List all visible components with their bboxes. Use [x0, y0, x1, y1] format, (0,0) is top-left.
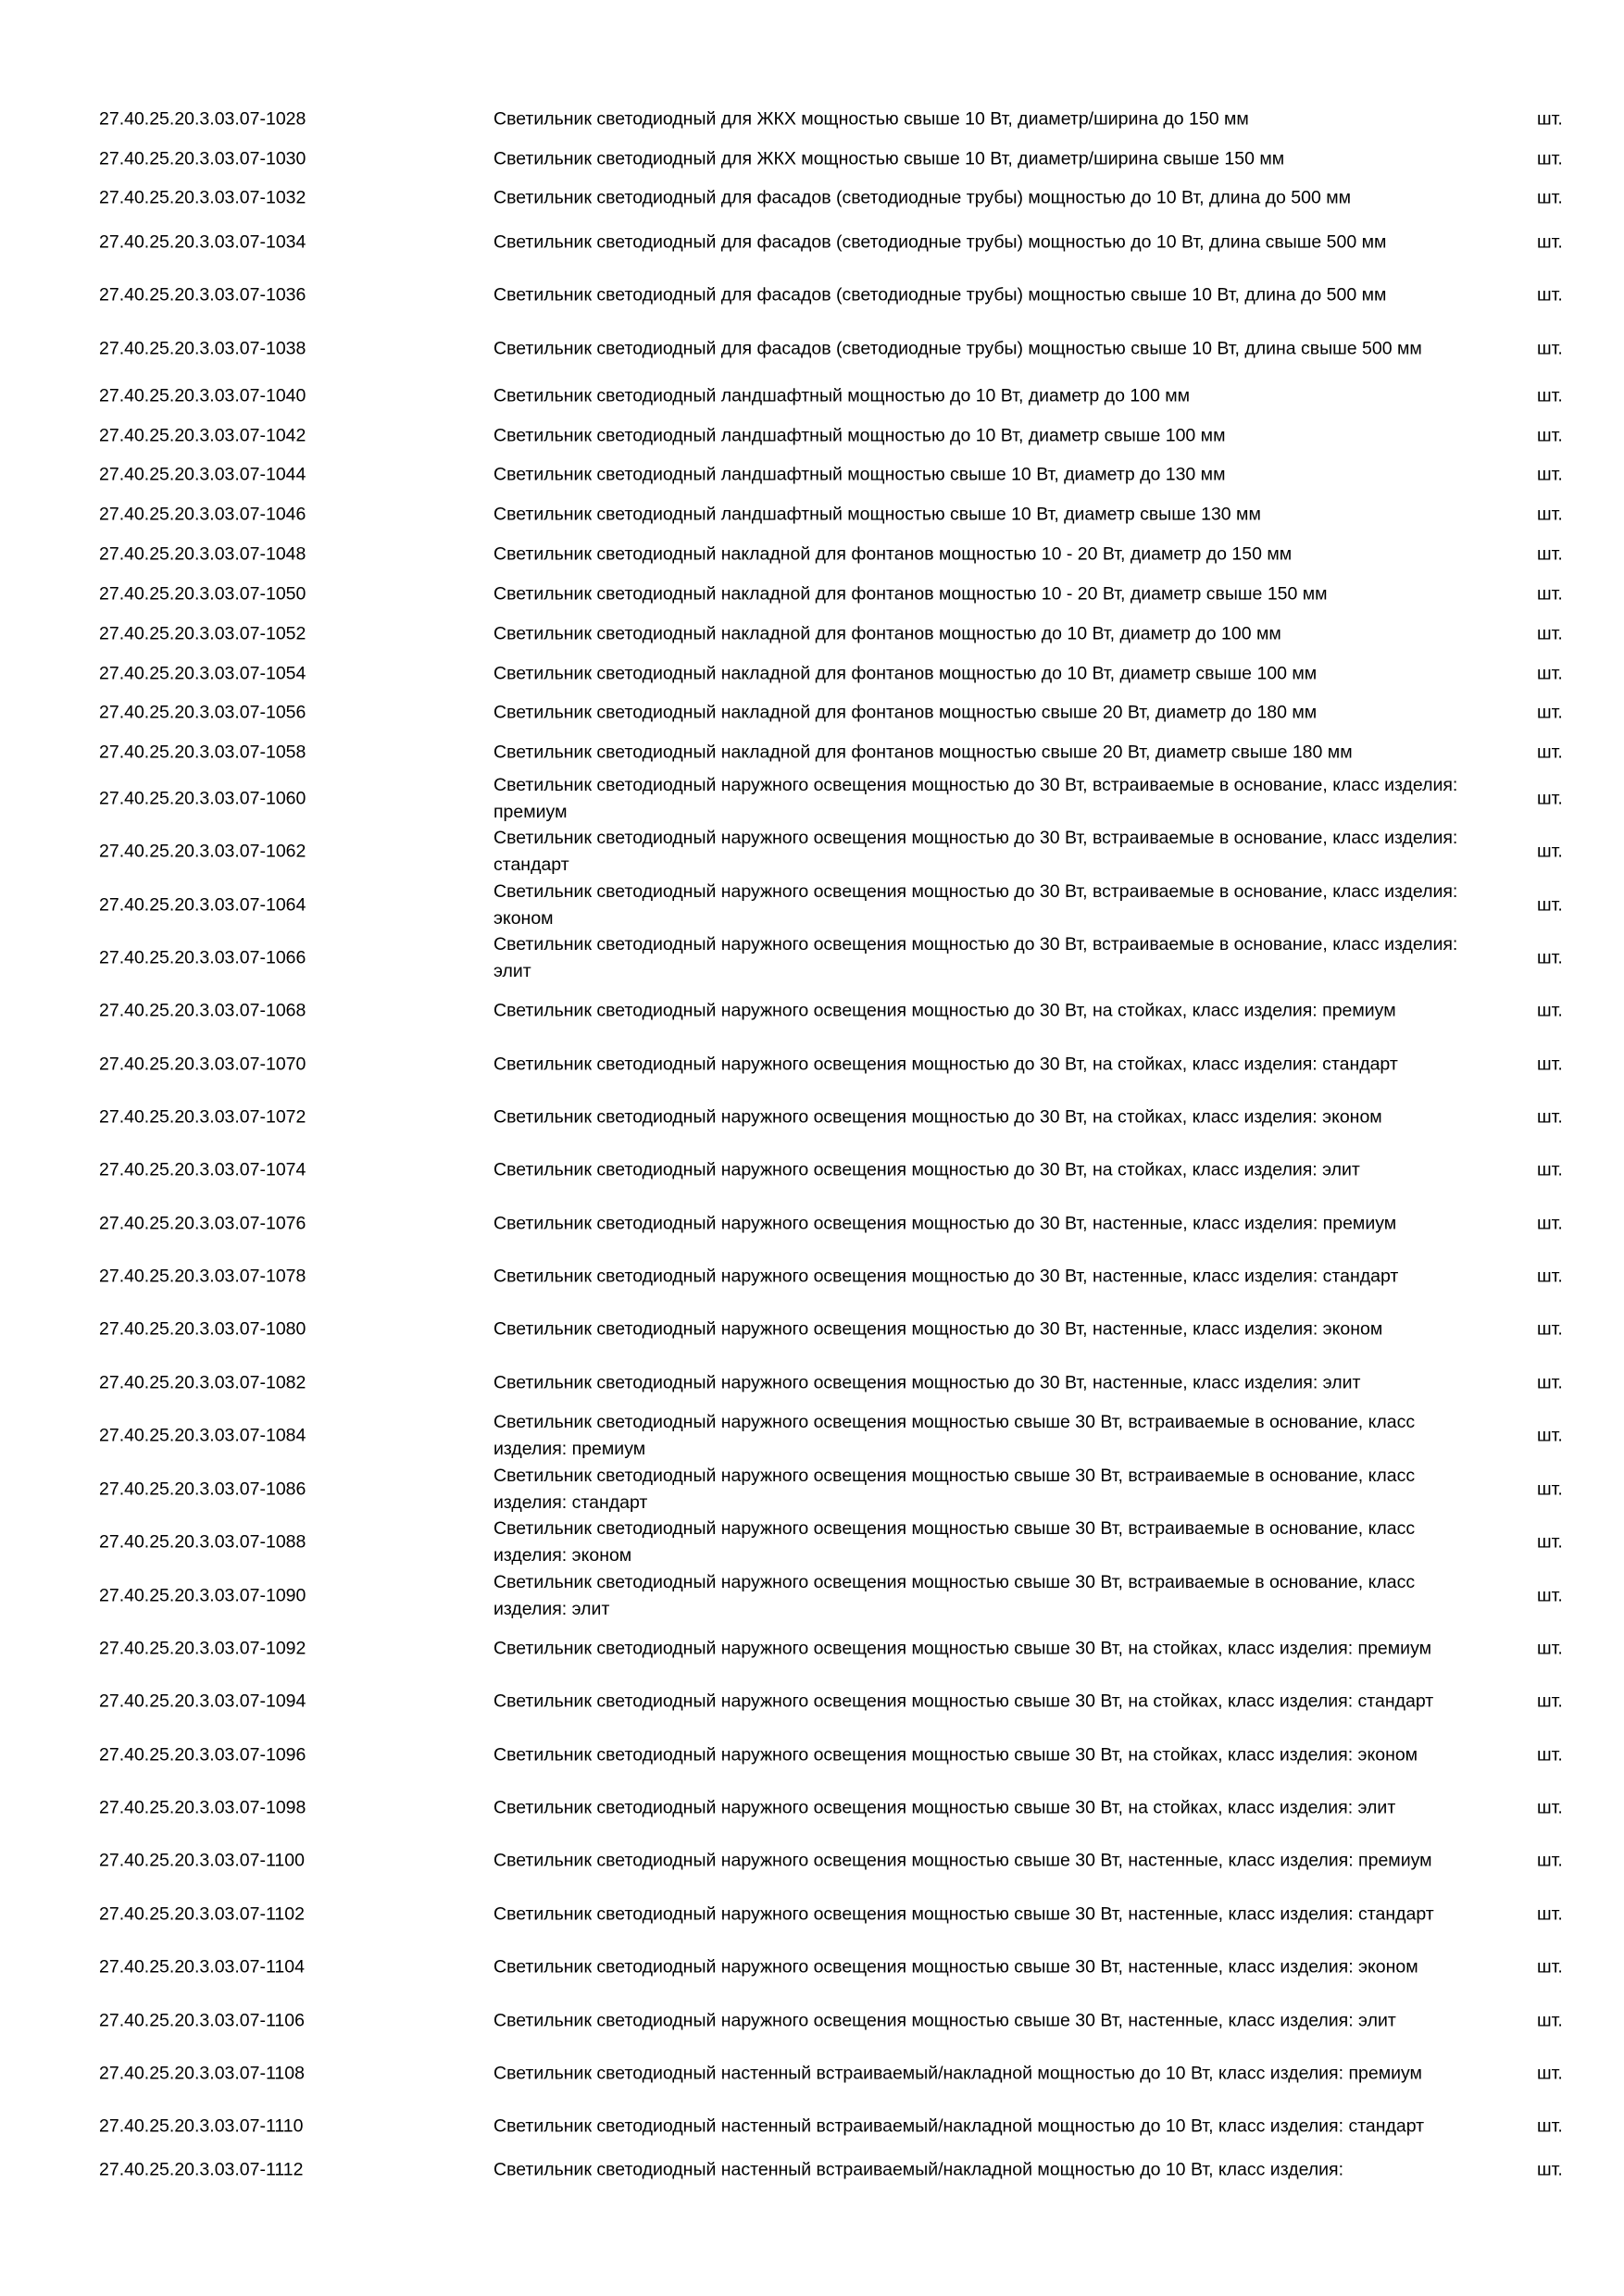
- item-code: 27.40.25.20.3.03.07-1094: [99, 1691, 306, 1712]
- item-unit: шт.: [1537, 1318, 1563, 1340]
- item-unit: шт.: [1537, 1797, 1563, 1818]
- item-unit: шт.: [1537, 1691, 1563, 1712]
- item-code: 27.40.25.20.3.03.07-1058: [99, 742, 306, 763]
- item-name: Светильник светодиодный наружного освещения мощностью до 30 Вт, настенные, класс изделия: эконом: [493, 1318, 1383, 1340]
- item-code: 27.40.25.20.3.03.07-1032: [99, 187, 306, 208]
- item-name: Светильник светодиодный наружного освещения мощностью свыше 30 Вт, встраиваемые в основание, класс изделия: элит: [493, 1572, 1416, 1619]
- item-name: Светильник светодиодный наружного освещения мощностью до 30 Вт, на стойках, класс изделия: премиум: [493, 1000, 1396, 1021]
- item-name: Светильник светодиодный ландшафтный мощностью до 10 Вт, диаметр свыше 100 мм: [493, 425, 1226, 446]
- item-unit: шт.: [1537, 1159, 1563, 1180]
- item-unit: шт.: [1537, 1638, 1563, 1659]
- item-name: Светильник светодиодный настенный встраиваемый/накладной мощностью до 10 Вт, класс изделия:: [493, 2159, 1344, 2180]
- item-name: Светильник светодиодный наружного освещения мощностью свыше 30 Вт, на стойках, класс изделия: эконом: [493, 1744, 1418, 1766]
- item-code: 27.40.25.20.3.03.07-1080: [99, 1318, 306, 1340]
- item-unit: шт.: [1537, 2010, 1563, 2031]
- item-code: 27.40.25.20.3.03.07-1056: [99, 702, 306, 723]
- item-name: Светильник светодиодный для ЖКХ мощностью свыше 10 Вт, диаметр/ширина до 150 мм: [493, 108, 1249, 130]
- item-code: 27.40.25.20.3.03.07-1082: [99, 1372, 306, 1393]
- item-code: 27.40.25.20.3.03.07-1112: [99, 2159, 304, 2180]
- item-name: Светильник светодиодный наружного освещения мощностью свыше 30 Вт, настенные, класс изделия: премиум: [493, 1850, 1432, 1871]
- item-name: Светильник светодиодный накладной для фонтанов мощностью 10 - 20 Вт, диаметр свыше 150 мм: [493, 583, 1328, 605]
- item-unit: шт.: [1537, 543, 1563, 565]
- item-code: 27.40.25.20.3.03.07-1086: [99, 1479, 306, 1500]
- item-unit: шт.: [1537, 108, 1563, 130]
- item-name: Светильник светодиодный наружного освещения мощностью свыше 30 Вт, на стойках, класс изделия: премиум: [493, 1638, 1432, 1659]
- table-row: [0, 826, 1624, 878]
- item-unit: шт.: [1537, 1000, 1563, 1021]
- item-unit: шт.: [1537, 284, 1563, 306]
- table-row: [0, 1623, 1624, 1675]
- table-row: [0, 1410, 1624, 1462]
- item-name: Светильник светодиодный для фасадов (светодиодные трубы) мощностью до 10 Вт, длина до 500 мм: [493, 187, 1352, 208]
- item-name: Светильник светодиодный наружного освещения мощностью свыше 30 Вт, встраиваемые в основание, класс изделия: стандарт: [493, 1466, 1416, 1513]
- item-code: 27.40.25.20.3.03.07-1040: [99, 385, 306, 406]
- item-code: 27.40.25.20.3.03.07-1098: [99, 1797, 306, 1818]
- item-unit: шт.: [1537, 1744, 1563, 1766]
- item-name: Светильник светодиодный для ЖКХ мощностью свыше 10 Вт, диаметр/ширина свыше 150 мм: [493, 148, 1285, 169]
- item-name: Светильник светодиодный для фасадов (светодиодные трубы) мощностью свыше 10 Вт, длина свыше 500 мм: [493, 338, 1422, 359]
- item-unit: шт.: [1537, 464, 1563, 485]
- item-unit: шт.: [1537, 2159, 1563, 2180]
- item-unit: шт.: [1537, 504, 1563, 525]
- item-unit: шт.: [1537, 623, 1563, 644]
- item-name: Светильник светодиодный наружного освещения мощностью свыше 30 Вт, встраиваемые в основание, класс изделия: эконом: [493, 1518, 1416, 1566]
- item-name: Светильник светодиодный накладной для фонтанов мощностью свыше 20 Вт, диаметр до 180 мм: [493, 702, 1318, 723]
- item-unit: шт.: [1537, 1903, 1563, 1925]
- item-name: Светильник светодиодный настенный встраиваемый/накладной мощностью до 10 Вт, класс изделия: стандарт: [493, 2115, 1425, 2137]
- table-row: [0, 1835, 1624, 1887]
- item-code: 27.40.25.20.3.03.07-1096: [99, 1744, 306, 1766]
- item-code: 27.40.25.20.3.03.07-1074: [99, 1159, 306, 1180]
- item-name: Светильник светодиодный наружного освещения мощностью до 30 Вт, встраиваемые в основание, класс изделия: эконом: [493, 881, 1458, 929]
- item-code: 27.40.25.20.3.03.07-1046: [99, 504, 306, 525]
- table-row: [0, 1941, 1624, 1993]
- item-unit: шт.: [1537, 1106, 1563, 1128]
- item-code: 27.40.25.20.3.03.07-1034: [99, 231, 306, 253]
- table-row: [0, 1570, 1624, 1622]
- table-row: [0, 1516, 1624, 1568]
- item-unit: шт.: [1537, 148, 1563, 169]
- item-name: Светильник светодиодный накладной для фонтанов мощностью 10 - 20 Вт, диаметр до 150 мм: [493, 543, 1293, 565]
- table-row: [0, 773, 1624, 825]
- item-unit: шт.: [1537, 1425, 1563, 1446]
- item-code: 27.40.25.20.3.03.07-1042: [99, 425, 306, 446]
- item-unit: шт.: [1537, 187, 1563, 208]
- item-name: Светильник светодиодный ландшафтный мощностью до 10 Вт, диаметр до 100 мм: [493, 385, 1191, 406]
- item-code: 27.40.25.20.3.03.07-1036: [99, 284, 306, 306]
- table-row: [0, 1464, 1624, 1516]
- item-name: Светильник светодиодный наружного освещения мощностью до 30 Вт, встраиваемые в основание, класс изделия: элит: [493, 934, 1458, 981]
- item-unit: шт.: [1537, 1956, 1563, 1978]
- item-name: Светильник светодиодный наружного освещения мощностью до 30 Вт, встраиваемые в основание, класс изделия: стандарт: [493, 828, 1458, 875]
- item-unit: шт.: [1537, 425, 1563, 446]
- item-code: 27.40.25.20.3.03.07-1104: [99, 1956, 305, 1978]
- table-row: [0, 1782, 1624, 1834]
- item-name: Светильник светодиодный ландшафтный мощностью свыше 10 Вт, диаметр свыше 130 мм: [493, 504, 1261, 525]
- item-name: Светильник светодиодный ландшафтный мощностью свыше 10 Вт, диаметр до 130 мм: [493, 464, 1226, 485]
- item-code: 27.40.25.20.3.03.07-1092: [99, 1638, 306, 1659]
- item-unit: шт.: [1537, 1213, 1563, 1234]
- item-code: 27.40.25.20.3.03.07-1106: [99, 2010, 305, 2031]
- item-code: 27.40.25.20.3.03.07-1076: [99, 1213, 306, 1234]
- item-code: 27.40.25.20.3.03.07-1062: [99, 841, 306, 862]
- item-code: 27.40.25.20.3.03.07-1070: [99, 1054, 306, 1075]
- table-row: [0, 985, 1624, 1037]
- item-code: 27.40.25.20.3.03.07-1072: [99, 1106, 306, 1128]
- item-code: 27.40.25.20.3.03.07-1044: [99, 464, 306, 485]
- item-name: Светильник светодиодный наружного освещения мощностью до 30 Вт, на стойках, класс изделия: элит: [493, 1159, 1360, 1180]
- item-unit: шт.: [1537, 385, 1563, 406]
- item-code: 27.40.25.20.3.03.07-1030: [99, 148, 306, 169]
- item-name: Светильник светодиодный наружного освещения мощностью до 30 Вт, настенные, класс изделия: элит: [493, 1372, 1361, 1393]
- table-row: [0, 727, 1624, 779]
- item-code: 27.40.25.20.3.03.07-1066: [99, 947, 306, 968]
- item-code: 27.40.25.20.3.03.07-1048: [99, 543, 306, 565]
- table-row: [0, 1092, 1624, 1143]
- item-name: Светильник светодиодный наружного освещения мощностью до 30 Вт, настенные, класс изделия: премиум: [493, 1213, 1397, 1234]
- item-code: 27.40.25.20.3.03.07-1064: [99, 894, 306, 916]
- item-code: 27.40.25.20.3.03.07-1054: [99, 663, 306, 684]
- item-name: Светильник светодиодный наружного освещения мощностью свыше 30 Вт, на стойках, класс изделия: элит: [493, 1797, 1396, 1818]
- item-unit: шт.: [1537, 2063, 1563, 2084]
- item-code: 27.40.25.20.3.03.07-1108: [99, 2063, 305, 2084]
- table-row: [0, 2048, 1624, 2100]
- item-unit: шт.: [1537, 702, 1563, 723]
- item-unit: шт.: [1537, 947, 1563, 968]
- item-name: Светильник светодиодный наружного освещения мощностью до 30 Вт, встраиваемые в основание, класс изделия: премиум: [493, 775, 1458, 822]
- item-code: 27.40.25.20.3.03.07-1078: [99, 1266, 306, 1287]
- item-code: 27.40.25.20.3.03.07-1050: [99, 583, 306, 605]
- item-unit: шт.: [1537, 231, 1563, 253]
- table-row: [0, 1251, 1624, 1303]
- item-unit: шт.: [1537, 663, 1563, 684]
- item-unit: шт.: [1537, 894, 1563, 916]
- item-unit: шт.: [1537, 1850, 1563, 1871]
- table-row: [0, 2144, 1624, 2196]
- table-row: [0, 1357, 1624, 1409]
- table-row: [0, 217, 1624, 268]
- table-row: [0, 880, 1624, 931]
- item-unit: шт.: [1537, 788, 1563, 809]
- item-unit: шт.: [1537, 1479, 1563, 1500]
- item-code: 27.40.25.20.3.03.07-1068: [99, 1000, 306, 1021]
- item-name: Светильник светодиодный наружного освещения мощностью свыше 30 Вт, настенные, класс изделия: стандарт: [493, 1903, 1434, 1925]
- item-name: Светильник светодиодный накладной для фонтанов мощностью свыше 20 Вт, диаметр свыше 180 мм: [493, 742, 1353, 763]
- item-name: Светильник светодиодный настенный встраиваемый/накладной мощностью до 10 Вт, класс изделия: премиум: [493, 2063, 1422, 2084]
- item-code: 27.40.25.20.3.03.07-1052: [99, 623, 306, 644]
- item-unit: шт.: [1537, 2115, 1563, 2137]
- item-code: 27.40.25.20.3.03.07-1038: [99, 338, 306, 359]
- item-code: 27.40.25.20.3.03.07-1110: [99, 2115, 304, 2137]
- item-name: Светильник светодиодный для фасадов (светодиодные трубы) мощностью до 10 Вт, длина свыше 500 мм: [493, 231, 1387, 253]
- table-row: [0, 1039, 1624, 1091]
- item-code: 27.40.25.20.3.03.07-1028: [99, 108, 306, 130]
- table-row: [0, 932, 1624, 984]
- table-row: [0, 1995, 1624, 2047]
- item-name: Светильник светодиодный наружного освещения мощностью свыше 30 Вт, настенные, класс изделия: элит: [493, 2010, 1396, 2031]
- item-code: 27.40.25.20.3.03.07-1088: [99, 1531, 306, 1553]
- item-code: 27.40.25.20.3.03.07-1084: [99, 1425, 306, 1446]
- table-row: [0, 1676, 1624, 1728]
- item-name: Светильник светодиодный наружного освещения мощностью до 30 Вт, настенные, класс изделия: стандарт: [493, 1266, 1399, 1287]
- item-code: 27.40.25.20.3.03.07-1102: [99, 1903, 305, 1925]
- item-name: Светильник светодиодный наружного освещения мощностью свыше 30 Вт, встраиваемые в основание, класс изделия: премиум: [493, 1412, 1416, 1459]
- item-name: Светильник светодиодный наружного освещения мощностью до 30 Вт, на стойках, класс изделия: стандарт: [493, 1054, 1398, 1075]
- item-unit: шт.: [1537, 583, 1563, 605]
- item-unit: шт.: [1537, 1585, 1563, 1606]
- table-row: [0, 323, 1624, 375]
- item-unit: шт.: [1537, 338, 1563, 359]
- item-code: 27.40.25.20.3.03.07-1100: [99, 1850, 305, 1871]
- table-row: [0, 1304, 1624, 1355]
- item-name: Светильник светодиодный наружного освещения мощностью до 30 Вт, на стойках, класс изделия: эконом: [493, 1106, 1382, 1128]
- table-row: [0, 269, 1624, 321]
- item-unit: шт.: [1537, 841, 1563, 862]
- item-unit: шт.: [1537, 1372, 1563, 1393]
- item-name: Светильник светодиодный для фасадов (светодиодные трубы) мощностью свыше 10 Вт, длина до 500 мм: [493, 284, 1387, 306]
- item-name: Светильник светодиодный наружного освещения мощностью свыше 30 Вт, настенные, класс изделия: эконом: [493, 1956, 1418, 1978]
- table-row: [0, 1198, 1624, 1250]
- table-row: [0, 1144, 1624, 1196]
- item-unit: шт.: [1537, 742, 1563, 763]
- item-name: Светильник светодиодный наружного освещения мощностью свыше 30 Вт, на стойках, класс изделия: стандарт: [493, 1691, 1434, 1712]
- item-code: 27.40.25.20.3.03.07-1060: [99, 788, 306, 809]
- item-code: 27.40.25.20.3.03.07-1090: [99, 1585, 306, 1606]
- item-unit: шт.: [1537, 1054, 1563, 1075]
- table-row: [0, 1729, 1624, 1781]
- item-name: Светильник светодиодный накладной для фонтанов мощностью до 10 Вт, диаметр до 100 мм: [493, 623, 1281, 644]
- item-unit: шт.: [1537, 1531, 1563, 1553]
- item-name: Светильник светодиодный накладной для фонтанов мощностью до 10 Вт, диаметр свыше 100 мм: [493, 663, 1318, 684]
- item-unit: шт.: [1537, 1266, 1563, 1287]
- table-row: [0, 1889, 1624, 1940]
